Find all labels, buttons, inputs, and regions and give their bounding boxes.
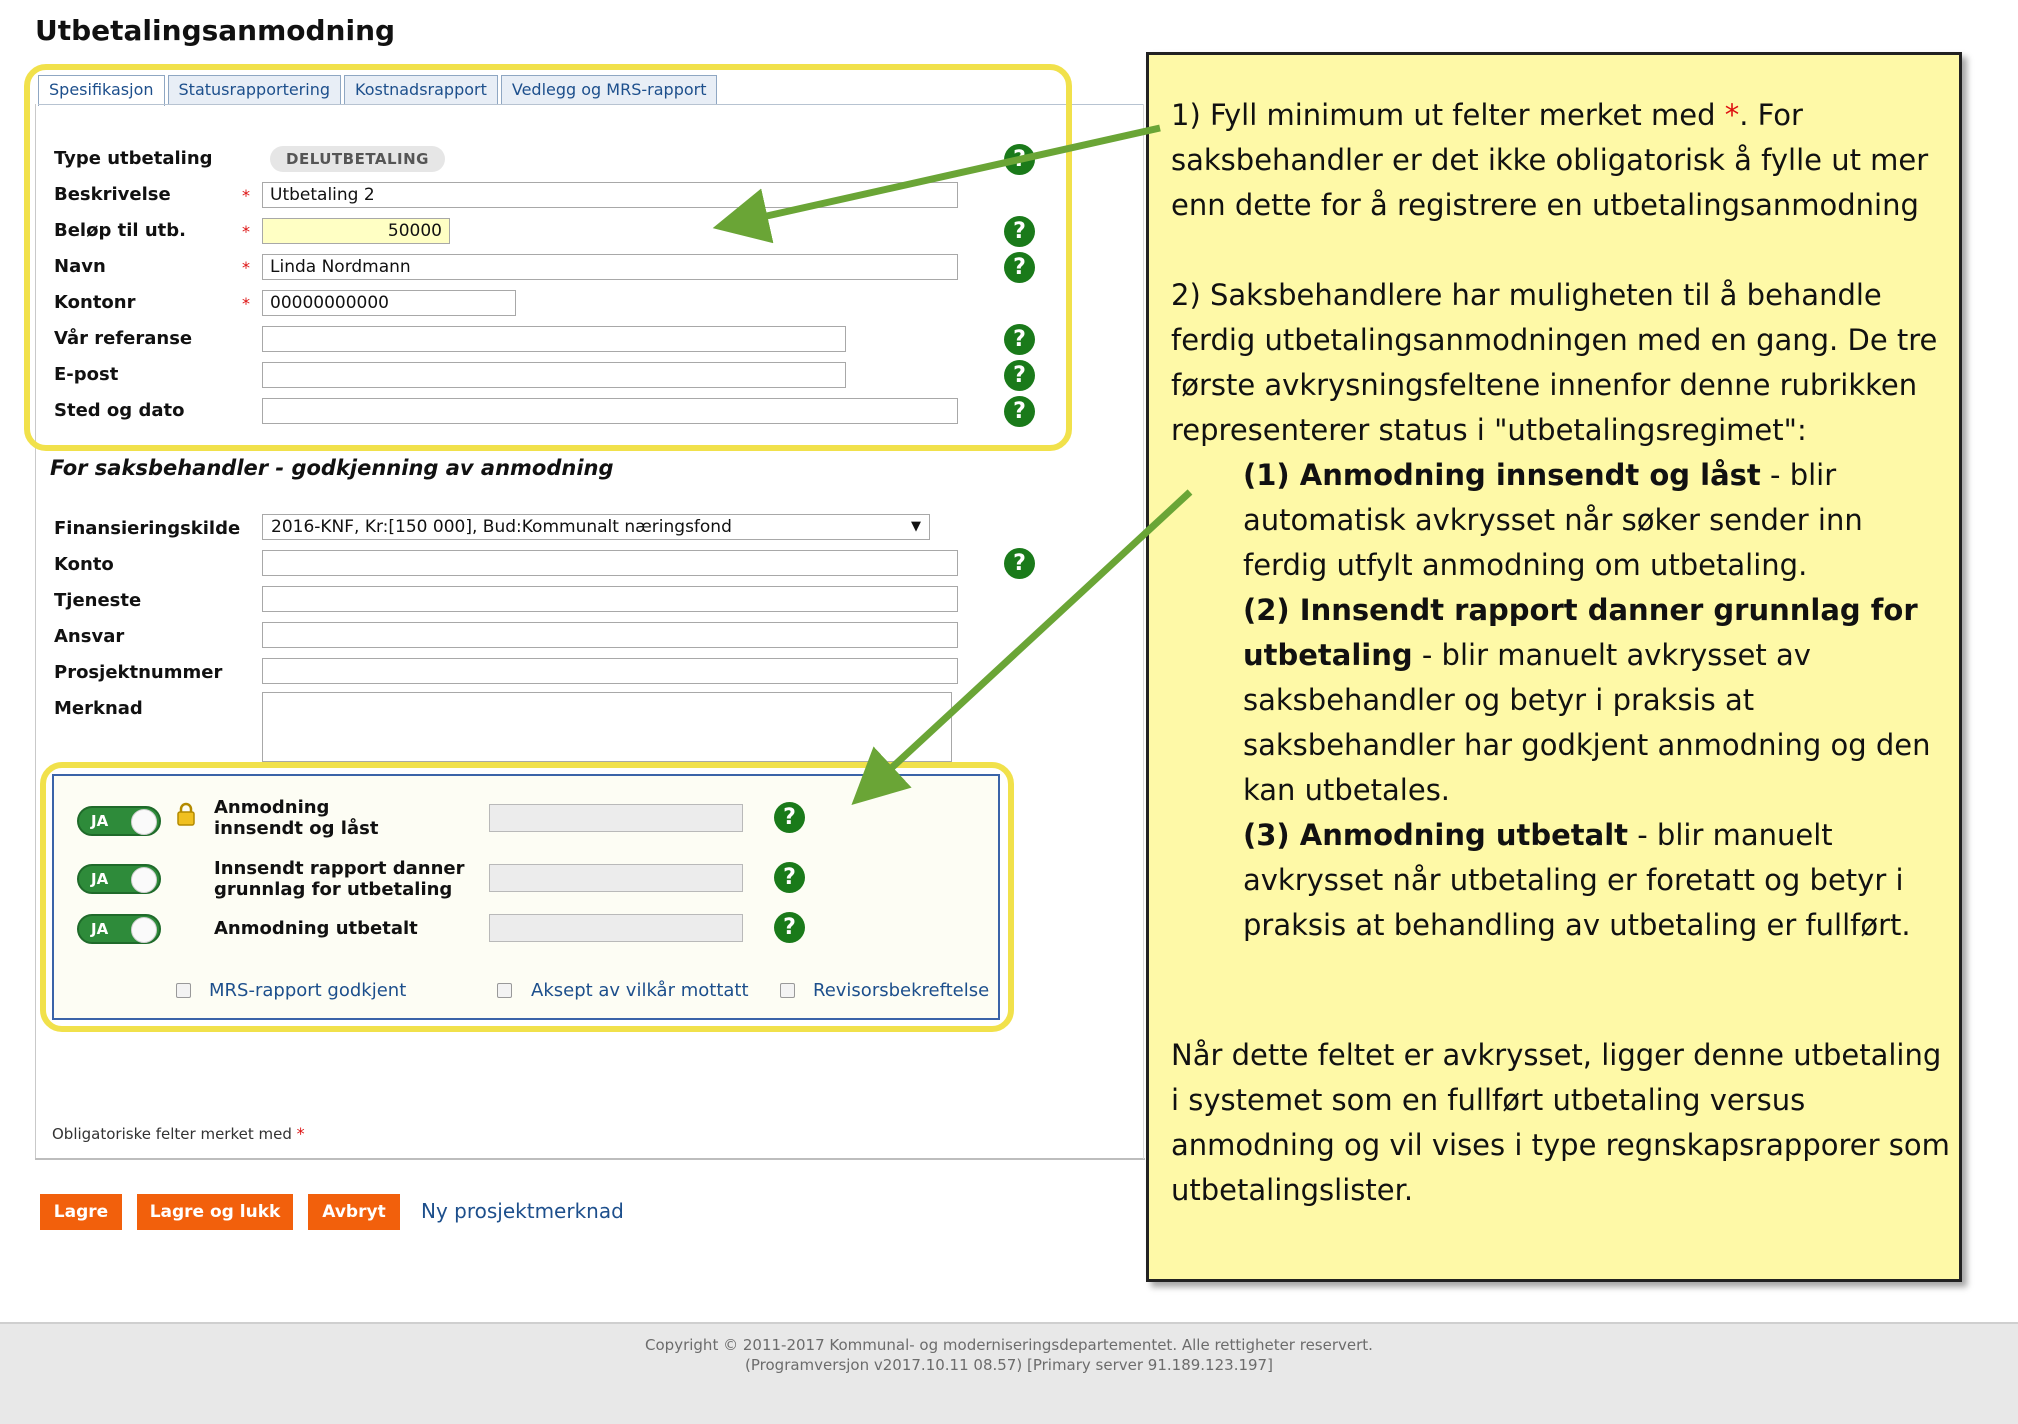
callout-paragraph-1: 1) Fyll minimum ut felter merket med *. For saksbehandler er det ikke obligatorisk å fylle ut mer enn dette for å registrere en utbetalingsanmodning	[1171, 98, 1929, 222]
ansvar-label: Ansvar	[54, 626, 125, 647]
callout-item-1: (1) Anmodning innsendt og låst - blir automatisk avkrysset når søker sender inn ferdig utfylt anmodning om utbetaling.	[1243, 458, 1863, 582]
tab-kostnadsrapport[interactable]: Kostnadsrapport	[344, 75, 498, 104]
help-icon[interactable]: ?	[1004, 360, 1035, 391]
aksept-vilkar-label[interactable]: Aksept av vilkår mottatt	[531, 980, 749, 1001]
tab-vedlegg-mrs[interactable]: Vedlegg og MRS-rapport	[501, 75, 718, 104]
help-icon[interactable]: ?	[774, 862, 805, 893]
help-icon[interactable]: ?	[774, 912, 805, 943]
email-label: E-post	[54, 364, 119, 385]
status-row-label: Anmodning utbetalt	[214, 918, 418, 939]
help-icon[interactable]: ?	[774, 802, 805, 833]
description-label: Beskrivelse	[54, 184, 171, 205]
name-input[interactable]: Linda Nordmann	[262, 254, 958, 280]
tjeneste-label: Tjeneste	[54, 590, 142, 611]
footer	[0, 1322, 2018, 1424]
toggle-label: JA	[91, 870, 109, 888]
tab-spesifikasjon[interactable]: Spesifikasjon	[38, 75, 165, 106]
save-button[interactable]: Lagre	[40, 1194, 122, 1230]
amount-label: Beløp til utb.	[54, 220, 186, 241]
arrow-to-status-panel	[872, 492, 1190, 786]
type-label: Type utbetaling	[54, 148, 213, 169]
callout-paragraph-2: 2) Saksbehandlere har muligheten til å behandle ferdig utbetalingsanmodningen med en gang. De tre første avkrysningsfeltene innenfor denne rubrikken representerer status i "utbetalingsregimet":	[1171, 278, 1938, 447]
name-label: Navn	[54, 256, 106, 277]
save-close-button[interactable]: Lagre og lukk	[137, 1194, 293, 1230]
merknad-label: Merknad	[54, 698, 143, 719]
account-input[interactable]: 00000000000	[262, 290, 516, 316]
help-icon[interactable]: ?	[1004, 396, 1035, 427]
required-marker: *	[242, 258, 250, 277]
required-marker: *	[296, 1124, 305, 1143]
footer-copyright: Copyright © 2011-2017 Kommunal- og moderniseringsdepartementet. Alle rettigheter reservert.	[645, 1336, 1373, 1354]
footer-version: (Programversjon v2017.10.11 08.57) [Primary server 91.189.123.197]	[745, 1356, 1273, 1374]
required-marker: *	[242, 294, 250, 313]
caseworker-section-title: For saksbehandler - godkjenning av anmodning	[50, 456, 614, 480]
status-row-label: Anmodning innsendt og låst	[214, 797, 379, 839]
amount-input[interactable]: 50000	[262, 218, 450, 244]
funding-select-value: 2016-KNF, Kr:[150 000], Bud:Kommunalt næringsfond	[271, 517, 732, 537]
tab-statusrapportering[interactable]: Statusrapportering	[168, 75, 341, 104]
required-marker: *	[242, 222, 250, 241]
help-icon[interactable]: ?	[1004, 324, 1035, 355]
required-marker: *	[242, 186, 250, 205]
new-project-note-link[interactable]: Ny prosjektmerknad	[421, 1199, 624, 1223]
arrow-to-required-fields	[740, 128, 1160, 222]
revisorsbekreftelse-label[interactable]: Revisorsbekreftelse	[813, 980, 990, 1001]
konto-label: Konto	[54, 554, 114, 575]
page-title: Utbetalingsanmodning	[35, 14, 396, 47]
prosjektnummer-label: Prosjektnummer	[54, 662, 223, 683]
callout-item-3: (3) Anmodning utbetalt - blir manuelt avkrysset når utbetaling er foretatt og betyr i praksis at behandling av utbetaling er fullført.	[1243, 818, 1911, 942]
required-fields-note: Obligatoriske felter merket med *	[52, 1124, 305, 1143]
toggle-label: JA	[91, 920, 109, 938]
reference-label: Vår referanse	[54, 328, 193, 349]
account-label: Kontonr	[54, 292, 136, 313]
help-icon[interactable]: ?	[1004, 252, 1035, 283]
cancel-button[interactable]: Avbryt	[308, 1194, 400, 1230]
type-badge: DELUTBETALING	[270, 146, 445, 172]
help-icon[interactable]: ?	[1004, 548, 1035, 579]
place-date-label: Sted og dato	[54, 400, 185, 421]
mrs-godkjent-label[interactable]: MRS-rapport godkjent	[209, 980, 407, 1001]
callout-paragraph-3: Når dette feltet er avkrysset, ligger denne utbetaling i systemet som en fullført utbetaling versus anmodning og vil vises i type regnskapsrapporer som utbetalingslister.	[1171, 1038, 1950, 1207]
description-input[interactable]: Utbetaling 2	[262, 182, 958, 208]
callout-item-2: (2) Innsendt rapport danner grunnlag for utbetaling - blir manuelt avkrysset av saksbehandler og betyr i praksis at saksbehandler har godkjent anmodning og den kan utbetales.	[1243, 593, 1931, 807]
toggle-label: JA	[91, 812, 109, 830]
dropdown-triangle-icon: ▼	[911, 519, 921, 534]
help-icon[interactable]: ?	[1004, 216, 1035, 247]
status-row-label: Innsendt rapport danner grunnlag for utbetaling	[214, 858, 465, 900]
funding-label: Finansieringskilde	[54, 518, 241, 539]
